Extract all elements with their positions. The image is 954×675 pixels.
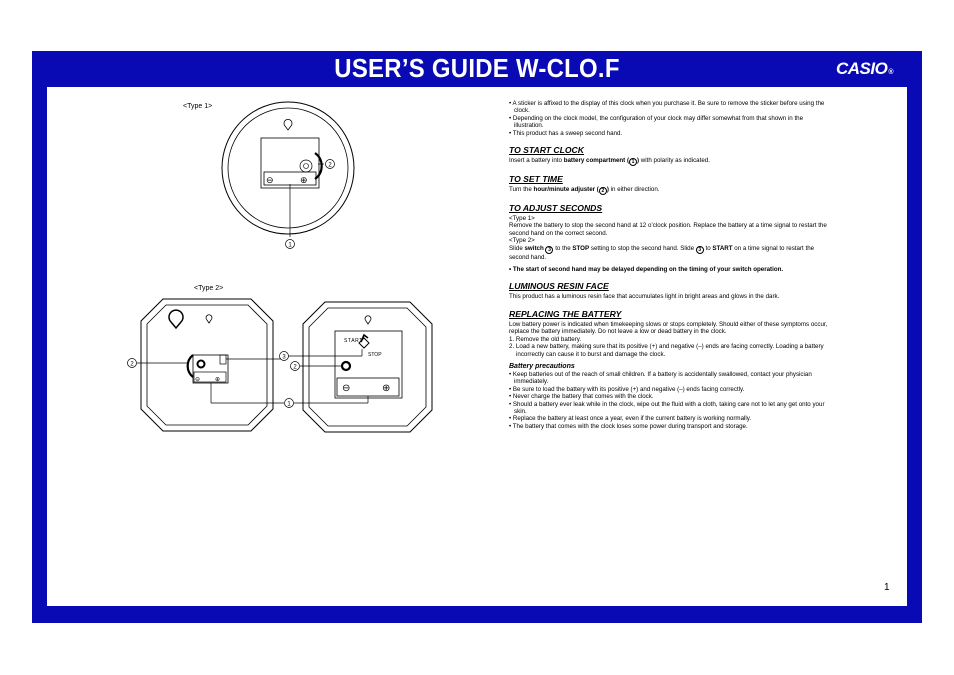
- number-2-icon: 2: [599, 187, 607, 195]
- stop-switch: [220, 355, 226, 364]
- callout-3: 3: [282, 354, 286, 361]
- stop-label: STOP: [368, 352, 382, 358]
- callout-2-type2b: 2: [293, 364, 297, 371]
- hanging-hole-icon: [206, 315, 212, 323]
- precaution-item: • Be sure to load the battery with its positive (+) and negative (–) ends facing correctly.: [509, 385, 745, 393]
- section-heading-adjust-seconds: TO ADJUST SECONDS: [509, 203, 603, 214]
- section-heading-luminous: LUMINOUS RESIN FACE: [509, 281, 609, 292]
- adjust-type2-label: <Type 2>: [509, 237, 535, 245]
- page-number: 1: [884, 582, 890, 593]
- hanging-hole-icon: [365, 316, 371, 324]
- section-heading-set-time: TO SET TIME: [509, 174, 563, 185]
- start-label: START: [344, 338, 363, 344]
- callout-1-type2: 1: [287, 401, 291, 408]
- start-clock-text: Insert a battery into battery compartment ( 1 ) with polarity as indicated.: [509, 157, 710, 166]
- precaution-item: • Should a battery ever leak while in the clock, wipe out the fluid with a cloth, taking care not to let any get onto your skin.: [509, 400, 825, 415]
- number-3-icon: 3: [696, 246, 704, 254]
- adjust-type1-label: <Type 1>: [509, 215, 535, 223]
- battery-text: Low battery power is indicated when timekeeping slows or stops completely. Should either of these symptoms occur, replace the battery immediately. Do not leave a low or dead battery in the clock.: [509, 320, 828, 336]
- precaution-item: • Keep batteries out of the reach of small children. If a battery is accidentally swallowed, contact your physician immediately.: [509, 370, 812, 386]
- minus-icon: ⊖: [195, 377, 201, 383]
- intro-item: • A sticker is affixed to the display of this clock when you purchase it. Be sure to remove the sticker before using the clock.: [509, 100, 825, 115]
- type2-clock-front: [137, 299, 284, 431]
- battery-step: 2. Load a new battery, making sure that its positive (+) and negative (–) ends are facing correctly. Loading a battery incorrectly can cause it to burst and damage the clock.: [509, 343, 824, 358]
- minus-icon: ⊖: [266, 175, 274, 185]
- adjust-type2-text: Slide switch 3 to the STOP setting to stop the second hand. Slide 3 to START on a time signal to restart the second hand.: [509, 244, 815, 261]
- page-title: USER’S GUIDE W-CLO.F: [334, 53, 620, 83]
- hour-minute-adjuster: [198, 361, 205, 368]
- battery-step: 1. Remove the old battery.: [509, 335, 582, 343]
- hour-minute-adjuster: [342, 362, 350, 370]
- precaution-item: • Never charge the battery that comes with the clock.: [509, 393, 654, 401]
- hanging-hole-icon: [284, 119, 292, 130]
- adjust-type1-text: Remove the battery to stop the second hand at 12 o’clock position. Replace the battery at a time signal to restart the second hand on the correct second.: [509, 222, 827, 237]
- adjust-note: • The start of second hand may be delayed depending on the timing of your switch operation.: [509, 266, 784, 274]
- number-1-icon: 1: [629, 158, 637, 166]
- precautions-heading: Battery precautions: [509, 362, 575, 370]
- callout-2-type2a: 2: [130, 361, 134, 368]
- set-time-text: Turn the hour/minute adjuster ( 2 ) in either direction.: [509, 186, 660, 195]
- type2-label: <Type 2>: [194, 285, 224, 292]
- minus-icon: ⊖: [342, 383, 351, 394]
- intro-item: • Depending on the clock model, the configuration of your clock may differ somewhat from that shown in the illustration.: [509, 114, 804, 130]
- intro-item: • This product has a sweep second hand.: [509, 129, 623, 137]
- hour-minute-adjuster: [300, 160, 312, 172]
- type2-clock-back: [288, 302, 432, 432]
- number-3-icon: 3: [545, 246, 553, 254]
- section-heading-battery: REPLACING THE BATTERY: [509, 308, 622, 319]
- callout-2-type1: 2: [328, 162, 332, 169]
- type1-clock: [222, 102, 354, 237]
- precaution-item: • Replace the battery at least once a year, even if the current battery is working normally.: [509, 415, 752, 423]
- plus-icon: ⊕: [300, 175, 308, 185]
- type1-label: <Type 1>: [183, 103, 213, 110]
- callout-1-type1: 1: [288, 242, 292, 249]
- section-heading-start-clock: TO START CLOCK: [509, 145, 584, 156]
- brand-name: CASIO: [836, 59, 888, 78]
- rotate-arrow-icon: [188, 355, 193, 377]
- precaution-item: • The battery that comes with the clock loses some power during transport and storage.: [509, 422, 748, 430]
- registered-mark: ®: [888, 69, 894, 76]
- hanging-hole-icon: [169, 310, 183, 328]
- luminous-text: This product has a luminous resin face that accumulates light in bright areas and glows in the dark.: [509, 293, 780, 301]
- plus-icon: ⊕: [215, 377, 221, 383]
- instructions-column: [509, 100, 829, 430]
- plus-icon: ⊕: [382, 383, 391, 394]
